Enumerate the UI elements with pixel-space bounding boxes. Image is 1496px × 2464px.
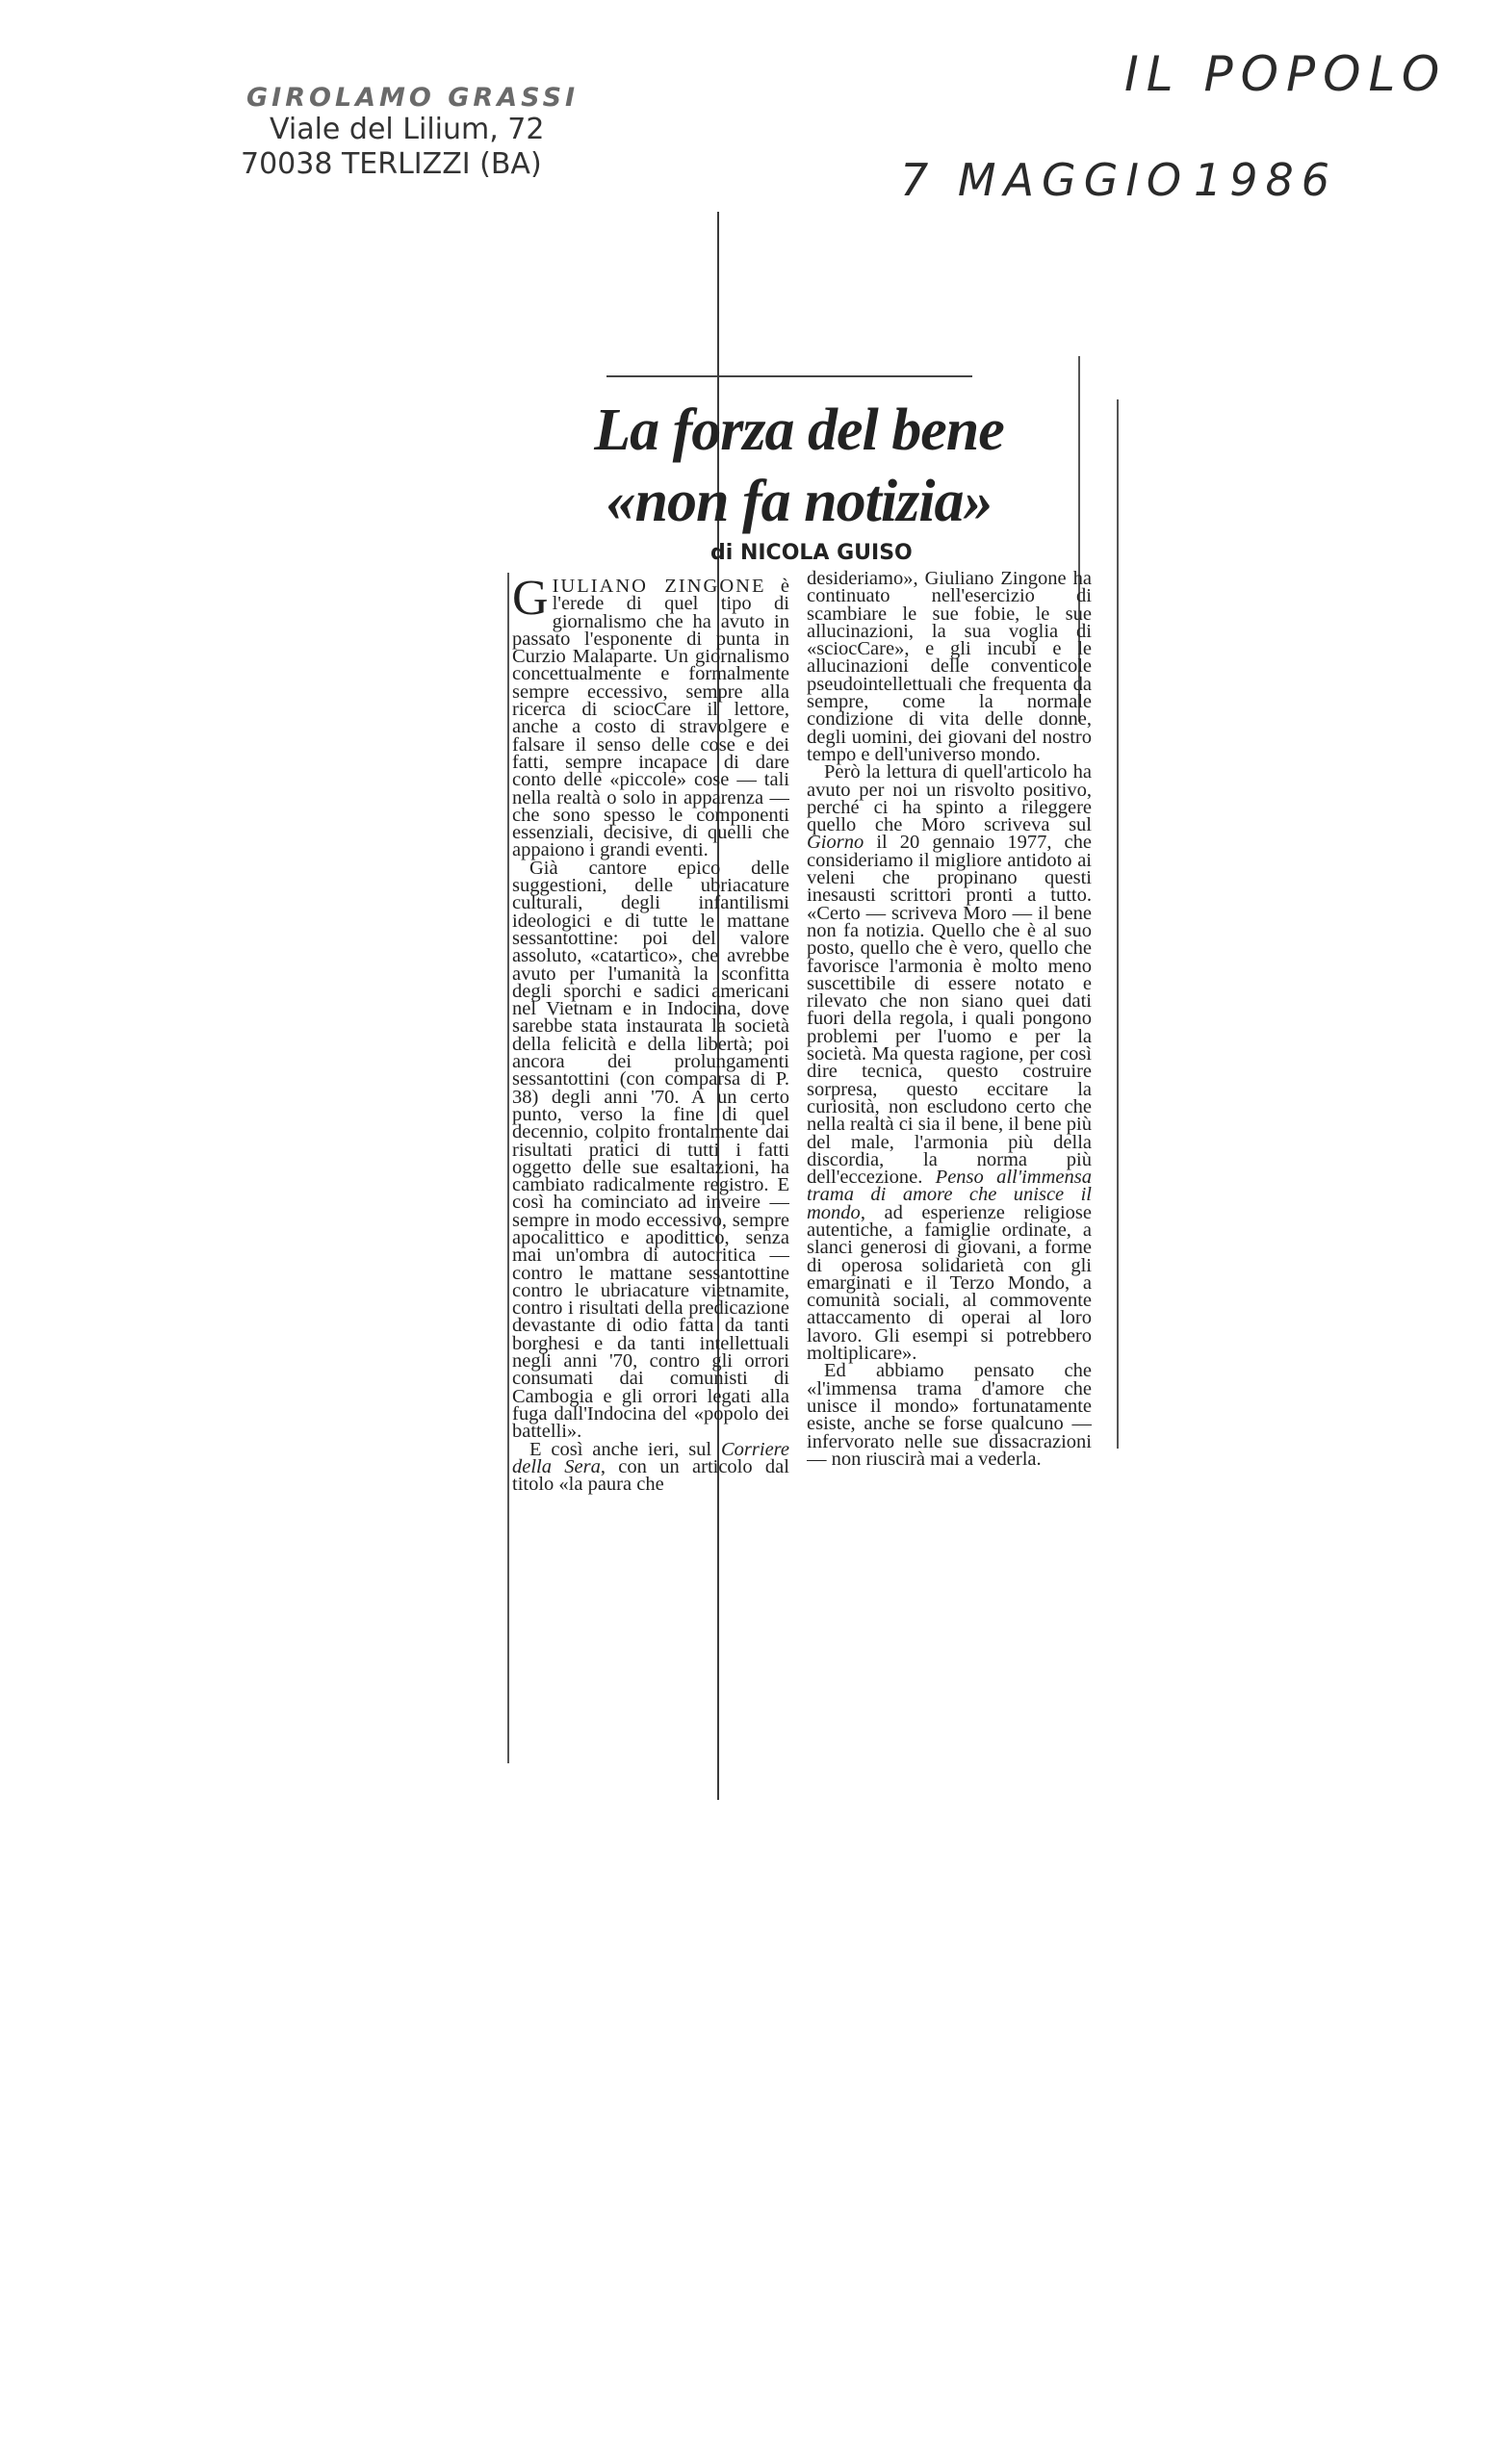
headline-line-2: «non fa notizia» — [606, 469, 993, 534]
outer-right-edge — [1117, 399, 1119, 1449]
stamp-address: Viale del Lilium, 72 — [270, 113, 545, 146]
paragraph-text: il 20 gennaio 1977, che consideriamo il migliore antidoto ai veleni che propinano questi inesausti scrittori pronti a tutto. «Certo — scriveva Moro — il bene non fa notizia. Quello che è al suo posto, quello che è vero, quello che favorisce l'armonia è molto meno suscettibile di essere notato e rilevato che non siano quei dati fuori della regola, i quali pongono problemi per l'uomo e per la società. Ma questa ragione, per così dire tecnica, questo costruire sorpresa, questo eccitare la curiosità, non escludono certo che nella realtà ci sia il bene, il bene più del male, l'armonia più della discordia, la norma più dell'eccezione. — [807, 832, 1092, 1189]
paragraph: desideriamo», Giuliano Zingone ha continuato nell'esercizio di scambiare le sue fobie, le sue allucinazioni, la sua voglia di «sciocCare», e gli incubi e le allucinazioni delle conventicole pseudointellettuali che frequenta da sempre, come la normale condizione di vita delle donne, degli uomini, dei giovani del nostro tempo e dell'universo mondo. — [807, 570, 1092, 765]
quote-italic: Penso all'immensa trama di amore che unisce il mondo — [807, 1167, 1092, 1223]
paragraph-text: , ad esperienze religiose autentiche, a famiglie ordinate, a slanci generosi di giovani, a forme di operosa solidarietà con gli emarginati e il Terzo Mondo, a comunità sociali, al commovente attaccamento di operai al loro lavoro. Gli esempi si potrebbero moltiplicare». — [807, 1201, 1092, 1365]
stamp-name: GIROLAMO GRASSI — [246, 83, 580, 113]
lead-name: IULIANO ZINGONE — [552, 578, 766, 597]
article-column-1 — [512, 578, 789, 1732]
drop-cap: G — [512, 578, 549, 626]
paragraph-text: , con un articolo dal titolo «la paura che — [512, 1455, 789, 1496]
stamp-city: 70038 TERLIZZI (BA) — [241, 147, 542, 181]
top-rule — [606, 375, 972, 377]
paragraph-text: E così anche ieri, sul — [529, 1438, 721, 1460]
handwritten-publication: IL POPOLO — [1124, 46, 1448, 102]
paragraph-text: è l'erede di quel tipo di giornalismo che ha avuto in passato l'esponente di punta in Curzio Malaparte. Un giornalismo concettualmente e formalmente sempre eccessivo, sempre alla ricerca di sciocCare il lettore, anche a costo di stravolgere e falsare il senso delle cose e dei fatti, sempre incapace di dare conto delle «piccole» cose — tali nella realtà o solo in apparenza — che sono spesso le componenti essenziali, decisive, di quelli che appaiono i grandi eventi. — [512, 578, 789, 861]
paragraph — [512, 1438, 789, 1496]
headline-line-1: La forza del bene — [594, 398, 1004, 463]
headline — [578, 395, 1020, 537]
handwritten-year: 1986 — [1194, 154, 1338, 206]
article-column-2 — [807, 570, 1092, 1749]
handwritten-date: 7 MAGGIO — [900, 154, 1190, 206]
newspaper-name: Corriere della Sera — [512, 1438, 789, 1477]
paragraph — [512, 578, 789, 860]
paragraph-text: Però la lettura di quell'articolo ha avuto per noi un risvolto positivo, perché ci ha spinto a rileggere quello che Moro scriveva sul — [807, 761, 1092, 836]
byline: di NICOLA GUISO — [710, 541, 913, 565]
paragraph: Già cantore epico delle suggestioni, delle ubriacature culturali, degli infantilismi ideologici e di tutte le mattane sessantottine: poi del valore assoluto, «catartico», che avrebbe avuto per l'umanità la sconfitta degli sporchi e sadici americani nel Vietnam e in Indocina, dove sarebbe stata instaurata la società della felicità e della libertà; poi ancora dei prolungamenti sessantottini (con comparsa di P. 38) degli anni '70. A un certo punto, verso la fine di quel decennio, colpito frontalmente dai risultati pratici di tutti i fatti oggetto delle sue esaltazioni, ha cambiato radicalmente registro. E così ha cominciato ad inveire — sempre in modo eccessivo, sempre apocalittico e apodittico, senza mai un'ombra di autocritica — contro le mattane sessantottine contro le ubriacature vietnamite, contro i risultati della predicazione devastante di odio fatta da tanti borghesi e da tanti intellettuali negli anni '70, contro gli orrori consumati dai comunisti di Cambogia e gli orrori legati alla fuga dall'Indocina del «popolo dei battelli». — [512, 857, 789, 1443]
newspaper-name: Giorno — [807, 832, 864, 854]
paragraph — [807, 761, 1092, 1365]
sender-stamp — [241, 83, 587, 182]
clipping-left-edge — [507, 573, 509, 1763]
paragraph: Ed abbiamo pensato che «l'immensa trama d'amore che unisce il mondo» fortunatamente esiste, anche se forse qualcuno — infervorato nelle sue dissacrazioni — non riuscirà mai a vederla. — [807, 1360, 1092, 1470]
